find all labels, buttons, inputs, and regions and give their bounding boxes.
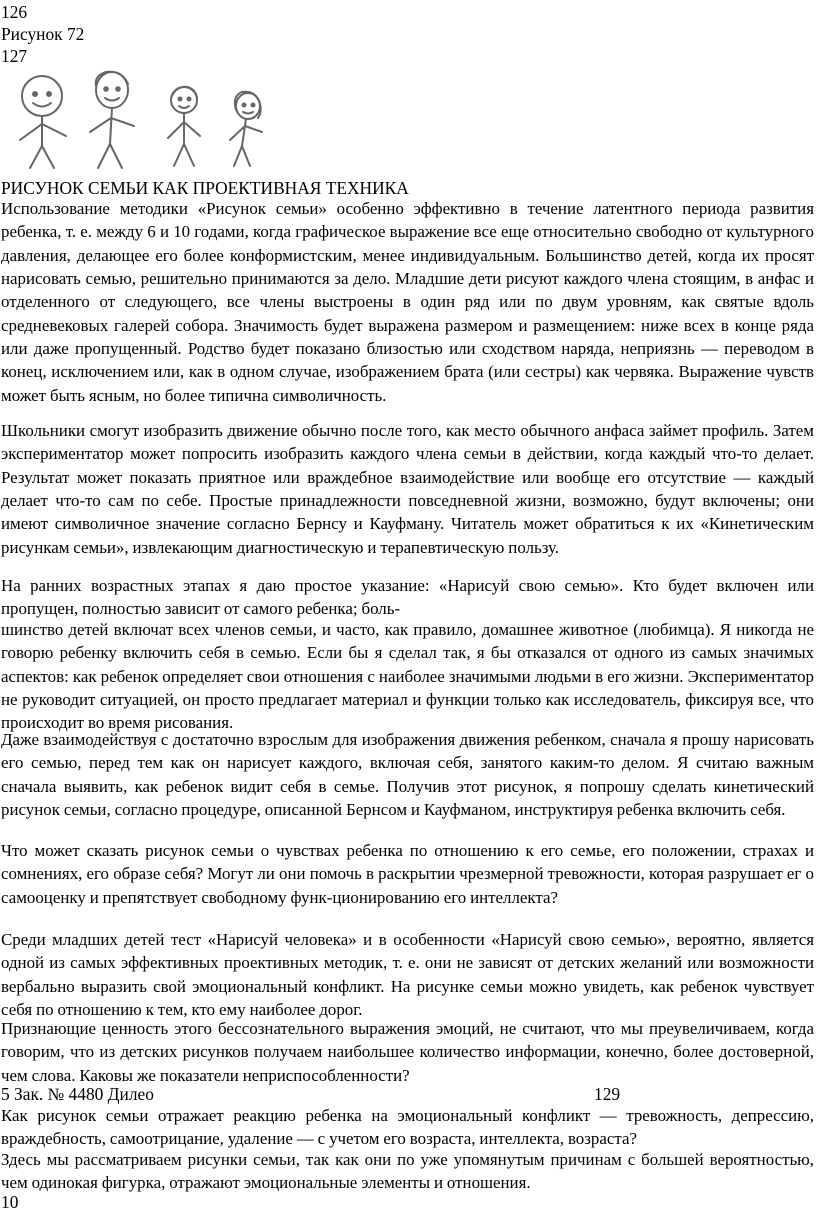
paragraph-5: Даже взаимодействуя с достаточно взрослым для изображения движения ребенком, сначала я прошу нарисовать его семью, перед тем как он нарисует каждого, включая себя, занятого каким-то делом. Я считаю важным сначала выявить, как ребенок видит себя в семье. Получив этот рисунок, я попрошу сделать кинетический рисунок семьи, согласно процедуре, описанной Бернсом и Кауфманом, инструктируя ребенка включить себя.: [1, 730, 814, 820]
family-drawing-figure: [6, 66, 288, 174]
stick-figure-father: [20, 76, 66, 168]
paragraph-6: Что может сказать рисунок семьи о чувствах ребенка по отношению к его семье, его положении, страхах и сомнениях, его образе себя? Могут ли они помочь в раскрытии чрезмерной тревожности, которая разрушает ег о самооценку и препятствует свободному функ-ционированию его интеллекта?: [1, 841, 814, 907]
page-number-second: 127: [1, 46, 28, 66]
page-number-top: 126: [1, 2, 28, 22]
paragraph-4: шинство детей включат всех членов семьи, и часто, как правило, домашнее животное (любимца). Я никогда не говорю ребенку включить себя в семью. Если бы я сделал так, я бы отказался от одного из самых значимых аспектов: как ребенок определяет свои отношения с наиболее значимыми людьми в его жизни. Экспериментатор не руководит ситуацией, он просто предлагает материал и функции только как исследователь, фиксируя все, что происходит во время рисования.: [1, 620, 814, 733]
figure-caption: Рисунок 72: [1, 24, 85, 44]
stick-figure-mother: [90, 72, 134, 168]
paragraph-2: Школьники смогут изобразить движение обычно после того, как место обычного анфаса займет профиль. Затем экспериментатор может попросить изобразить каждого члена семьи в действии, когда каждый что-то делает. Результат может показать приятное или враждебное взаимодействие или вообще его отсутствие — каждый делает что-то сам по себе. Простые принадлежности повседневной жизни, возможно, будут включены; они имеют символичное значение согласно Бернсу и Кауфману. Читатель может обратиться к их «Кинетическим рисункам семьи», извлекающим диагностическую и терапевтическую пользу.: [1, 421, 814, 557]
paragraph-3: На ранних возрастных этапах я даю простое указание: «Нарисуй свою семью». Кто будет включен или пропущен, полностью зависит от самого ребенка; боль-: [1, 576, 814, 619]
footer-signature: 5 Зак. № 4480 Дилео: [1, 1084, 154, 1104]
footer-page-number: 129: [594, 1084, 621, 1104]
section-title: РИСУНОК СЕМЬИ КАК ПРОЕКТИВНАЯ ТЕХНИКА: [1, 178, 409, 198]
paragraph-1: Использование методики «Рисунок семьи» особенно эффективно в течение латентного периода развития ребенка, т. е. между 6 и 10 годами, когда графическое выражение все еще относительно свободно от культурного давления, делающее его более конформистским, менее индивидуальным. Большинство детей, когда их просят нарисовать семью, решительно принимаются за дело. Младшие дети рисуют каждого члена стоящим, в анфас и отделенного от следующего, все члены выстроены в один ряд или по двум уровням, как святые вдоль средневековых галерей собора. Значимость будет выражена размером и размещением: ниже всех в конце ряда или даже пропущенный. Родство будет показано близостью или сходством наряда, неприязнь — переводом в конец, исключением или, как в одном случае, изображением брата (или сестры) как червяка. Выражение чувств может быть ясным, но более типична символичность.: [1, 199, 814, 405]
paragraph-10: Здесь мы рассматриваем рисунки семьи, так как они по уже упомянутым причинам с большей вероятностью, чем одинокая фигурка, отражают эмоциональные элементы и отношения.: [1, 1150, 814, 1193]
page-number-bottom: 10: [1, 1192, 19, 1212]
paragraph-7: Среди младших детей тест «Нарисуй человека» и в особенности «Нарисуй свою семью», вероятно, является одной из самых эффективных проективных методик, т. е. они не зависят от детских желаний или возможности вербально выразить свой эмоциональный конфликт. На рисунке семьи можно увидеть, как ребенок чувствует себя по отношению к тем, кто ему наиболее дорог.: [1, 930, 814, 1020]
stick-figure-child: [168, 87, 200, 166]
paragraph-8: Признающие ценность этого бессознательного выражения эмоций, не считают, что мы преувеличиваем, когда говорим, что из детских рисунков получаем наибольшее количество информации, конечно, более достоверной, чем слова. Каковы же показатели неприспособленности?: [1, 1019, 814, 1085]
page-footer: [1, 1082, 813, 1106]
paragraph-9: Как рисунок семьи отражает реакцию ребенка на эмоциональный конфликт — тревожность, депрессию, враждебность, самоотрицание, удаление — с учетом его возраста, интеллекта, возраста?: [1, 1106, 814, 1149]
stick-figure-girl: [230, 92, 262, 166]
